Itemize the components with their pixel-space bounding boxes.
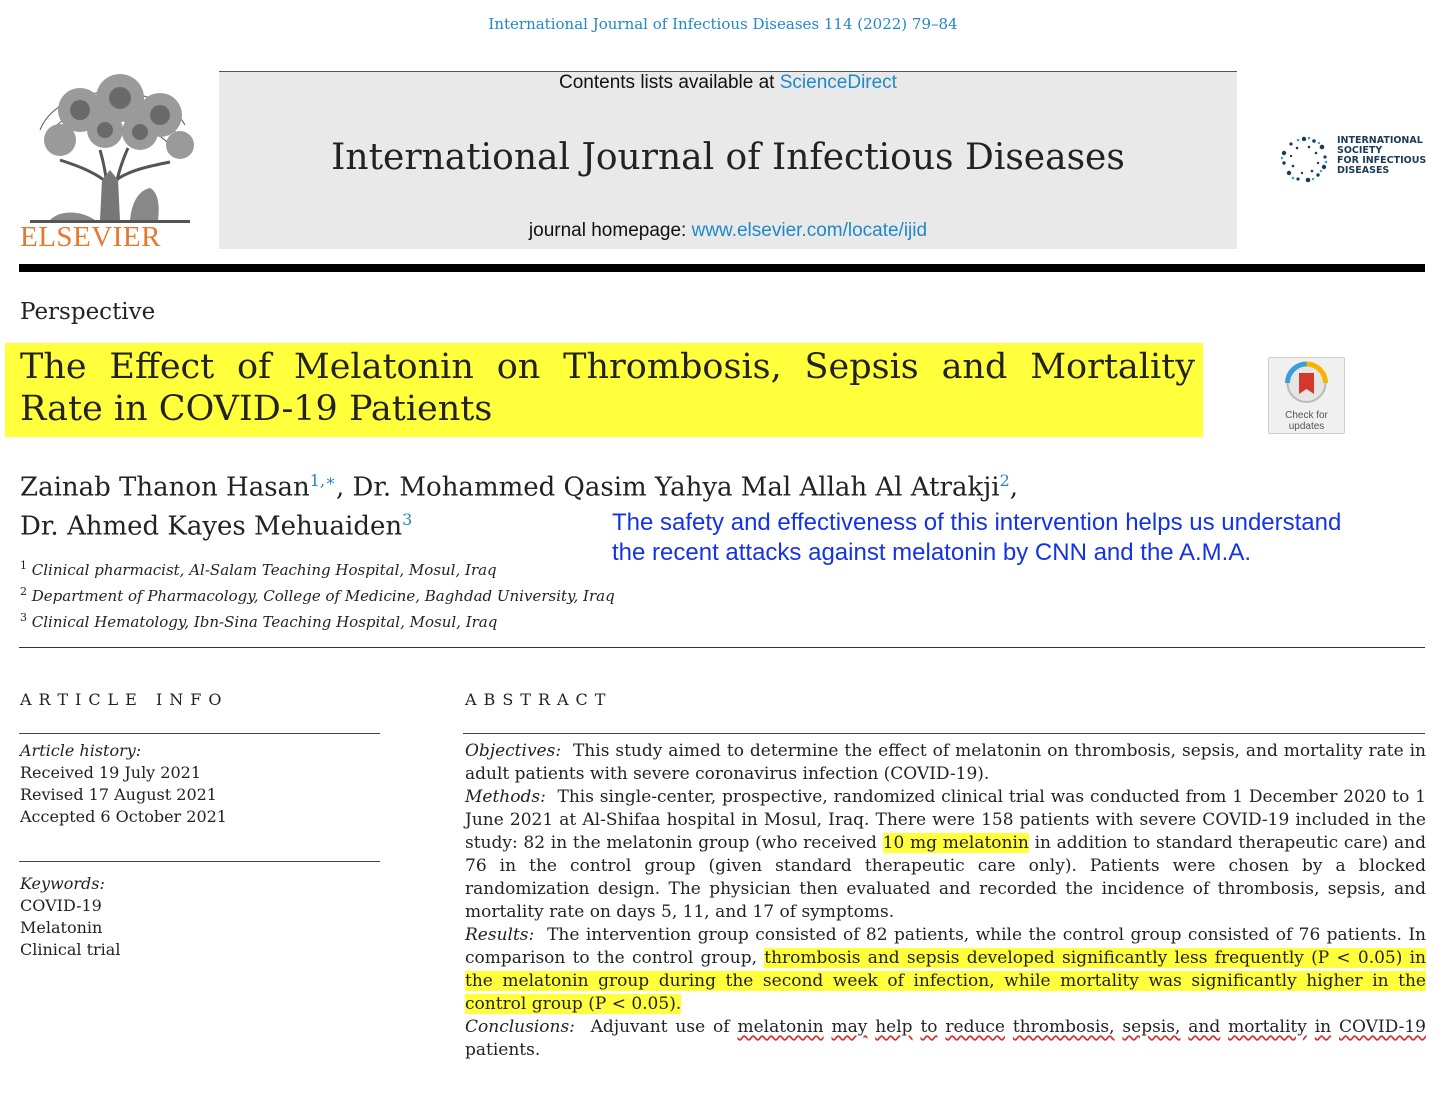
affiliation-item: $^2$ Department of Pharmacology, College of Medicine, Baghdad University, Iraq xyxy=(20,585,615,605)
affiliation-item: $^3$ Clinical Hematology, Ibn-Sina Teaching Hospital, Mosul, Iraq xyxy=(20,611,498,631)
homepage-line xyxy=(219,220,1237,242)
author-separator: , xyxy=(1009,472,1019,503)
elsevier-wordmark: ELSEVIER xyxy=(20,221,161,253)
author-marks[interactable]: 3 xyxy=(402,509,413,529)
abstract-conclusions: Conclusions: Adjuvant use of melatonin may help to reduce thrombosis, sepsis, and mortality in COVID-19 patients. xyxy=(465,1017,1426,1060)
keywords-label: Keywords: xyxy=(20,874,105,893)
journal-name: International Journal of Infectious Diseases xyxy=(331,137,1125,178)
author-marks[interactable]: 1,∗ xyxy=(309,471,336,490)
article-info-divider xyxy=(19,733,380,734)
contents-line xyxy=(219,72,1237,94)
crossmark-icon xyxy=(1269,358,1344,408)
highlighted-result: thrombosis and sepsis developed significantly less frequently (P < 0.05) in the melatonin group during the second week of infection, while mortality was significantly higher in the control group (P < 0.05). xyxy=(465,948,1426,1014)
sciencedirect-link[interactable]: ScienceDirect xyxy=(779,72,897,93)
header-divider xyxy=(19,264,1425,272)
article-type: Perspective xyxy=(20,299,156,325)
crossmark-label-2: updates xyxy=(1288,421,1325,432)
isid-dots-icon xyxy=(1278,133,1330,185)
keyword-item[interactable]: COVID-19 xyxy=(20,896,102,915)
author-marks[interactable]: 2 xyxy=(999,471,1010,490)
keywords-block xyxy=(20,873,120,961)
author-separator: , xyxy=(335,472,353,503)
author-name[interactable]: Zainab Thanon Hasan xyxy=(20,472,310,503)
affiliation-item: $^1$ Clinical pharmacist, Al-Salam Teaching Hospital, Mosul, Iraq xyxy=(20,559,497,579)
author-name[interactable]: Dr. Ahmed Kayes Mehuaiden xyxy=(20,511,403,542)
journal-citation[interactable]: International Journal of Infectious Diseases 114 (2022) 79–84 xyxy=(488,15,958,33)
homepage-prefix: journal homepage: xyxy=(528,220,692,241)
abstract-heading: ABSTRACT xyxy=(465,690,613,709)
highlighted-dose: 10 mg melatonin xyxy=(882,833,1029,853)
history-received: Received 19 July 2021 xyxy=(20,763,202,782)
article-info-heading: ARTICLE INFO xyxy=(20,690,229,709)
keyword-item[interactable]: Melatonin xyxy=(20,918,103,937)
article-title: The Effect of Melatonin on Thrombosis, Sepsis and Mortality Rate in COVID-19 Patients xyxy=(20,347,1195,429)
contents-prefix: Contents lists available at xyxy=(559,72,780,93)
history-accepted: Accepted 6 October 2021 xyxy=(20,807,227,826)
author-name[interactable]: Dr. Mohammed Qasim Yahya Mal Allah Al Atrakji xyxy=(352,472,1000,503)
abstract-results: Results: The intervention group consisted of 82 patients, while the control group consisted of 76 patients. In comparison to the control group, thrombosis and sepsis developed significantly less frequently (P < 0.05) in the melatonin group during the second week of infection, while mortality was significantly higher in the control group (P < 0.05). xyxy=(465,925,1427,1014)
abstract-methods: Methods: This single-center, prospective, randomized clinical trial was conducted from 1 December 2020 to 1 June 2021 at Al-Shifaa hospital in Mosul, Iraq. There were 158 patients with severe COVID-19 included in the study: 82 in the melatonin group (who received 10 mg melatonin in addition to standard therapeutic care) and 76 in the control group (given standard therapeutic care only). Patients were chosen by a blocked randomization design. The physician then evaluated and recorded the incidence of thrombosis, sepsis, and mortality rate on days 5, 11, and 17 of symptoms. xyxy=(465,787,1426,922)
article-history xyxy=(20,740,227,828)
annotation-line-2: the recent attacks against melatonin by CNN and the A.M.A. xyxy=(612,539,1251,566)
homepage-link[interactable]: www.elsevier.com/locate/ijid xyxy=(691,220,928,241)
affiliation-list xyxy=(20,555,615,633)
history-label: Article history: xyxy=(20,741,142,760)
annotation-line-1: The safety and effectiveness of this intervention helps us understand xyxy=(612,509,1342,536)
annotation-note xyxy=(612,508,1442,568)
isid-wordmark: INTERNATIONAL SOCIETY FOR INFECTIOUS DISEASES xyxy=(1337,135,1427,176)
abstract-objectives: Objectives: This study aimed to determine the effect of melatonin on thrombosis, sepsis, and mortality rate in adult patients with severe coronavirus infection (COVID-19). xyxy=(465,741,1427,784)
abstract-divider xyxy=(463,733,1425,734)
keyword-item[interactable]: Clinical trial xyxy=(20,940,121,959)
keywords-divider xyxy=(19,861,380,862)
isid-logo xyxy=(1278,133,1428,187)
crossmark-label-1: Check for xyxy=(1285,410,1328,421)
history-revised: Revised 17 August 2021 xyxy=(20,785,217,804)
abstract-body xyxy=(465,740,1426,1062)
check-for-updates-button[interactable] xyxy=(1268,357,1345,434)
section-divider xyxy=(19,647,1425,648)
